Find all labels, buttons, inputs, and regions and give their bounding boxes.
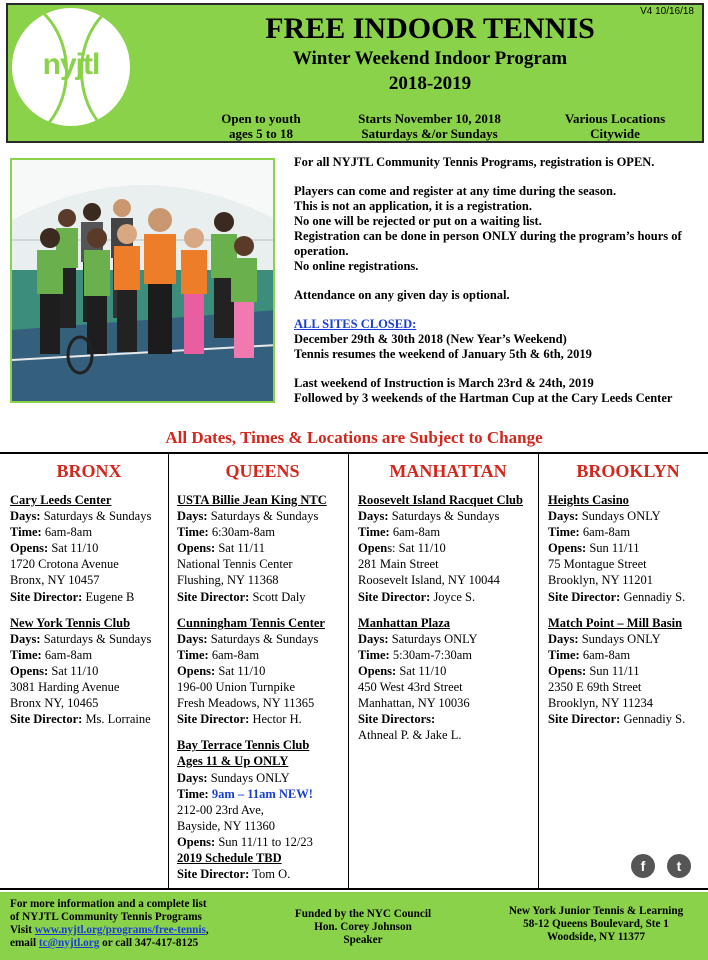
site-manhattan-plaza: Manhattan Plaza Days: Saturdays ONLY Time: 5:30am-7:30am Opens: Sat 11/10 450 West 43rd Street Manhattan, NY 10036 Site Directors: Athneal P. & Jake L. xyxy=(358,615,478,743)
email-link[interactable]: tc@nyjtl.org xyxy=(38,937,100,949)
nyjtl-logo xyxy=(12,8,130,126)
closed-heading: ALL SITES CLOSED: xyxy=(294,317,417,331)
site-roosevelt-island: Roosevelt Island Racquet Club Days: Saturdays & Sundays Time: 6am-8am Opens: Sat 11/10 281 Main Street Roosevelt Island, NY 10044 Site Director: Joyce S. xyxy=(358,493,523,604)
site-cunningham: Cunningham Tennis Center Days: Saturdays & Sundays Time: 6am-8am Opens: Sat 11/10 196-00 Union Turnpike Fresh Meadows, NY 11365 Site Director: Hector H. xyxy=(177,615,325,727)
group-photo xyxy=(10,158,275,403)
twitter-icon[interactable]: t xyxy=(667,854,691,878)
location-info: Various Locations Citywide xyxy=(564,111,666,141)
site-heights-casino: Heights Casino Days: Sundays ONLY Time: 6am-8am Opens: Sun 11/11 75 Montague Street Brooklyn, NY 11201 Site Director: Gennadiy S. xyxy=(548,493,686,604)
start-info: Starts November 10, 2018 Saturdays &/or Sundays xyxy=(358,111,501,141)
queens-column xyxy=(168,454,348,888)
site-bay-terrace: Bay Terrace Tennis Club Ages 11 & Up ONLY Days: Sundays ONLY Time: 9am – 11am NEW! 212-00 23rd Ave, Bayside, NY 11360 Opens: Sun 11/11 to 12/23 2019 Schedule TBD Site Director: Tom O. xyxy=(177,738,313,882)
registration-info: For all NYJTL Community Tennis Programs, registration is OPEN. Players can come and register at any time during the season. This is not an application, it is a registration. No one will be rejected or put on a waiting list. Registration can be done in person ONLY during the program’s hours of operation. No online registrations. Attendance on any given day is optional. ALL SITES CLOSED: December 29th & 30th 2018 (New Year’s Weekend) Tennis resumes the weekend of January 5th & 6th, 2019 Last weekend of Instruction is March 23rd & 24th, 2019 Followed by 3 weekends of the Hartman Cup at the Cary Leeds Center xyxy=(294,155,704,406)
brooklyn-heading: BROOKLYN xyxy=(576,461,680,481)
site-ny-tennis-club: New York Tennis Club Days: Saturdays & Sundays Time: 6am-8am Opens: Sat 11/10 3081 Harding Avenue Bronx NY, 10465 Site Director: Ms. Lorraine xyxy=(10,615,152,727)
footer-funding: Funded by the NYC Council Hon. Corey Johnson Speaker xyxy=(294,908,432,946)
locations-grid xyxy=(0,452,708,890)
disclaimer: All Dates, Times & Locations are Subject to Change xyxy=(165,428,543,447)
brooklyn-column xyxy=(538,454,708,888)
footer-address: New York Junior Tennis & Learning 58-12 Queens Boulevard, Ste 1 Woodside, NY 11377 xyxy=(508,905,684,943)
registration-open: For all NYJTL Community Tennis Programs, registration is OPEN. xyxy=(294,155,655,169)
site-cary-leeds: Cary Leeds Center Days: Saturdays & Sundays Time: 6am-8am Opens: Sat 11/10 1720 Crotona Avenue Bronx, NY 10457 Site Director: Eugene B xyxy=(10,493,152,604)
footer-contact: For more information and a complete list of NYJTL Community Tennis Programs Visit www.nyjtl.org/programs/free-tennis, email tc@nyjtl.org or call 347-417-8125 xyxy=(10,898,209,949)
page-subtitle: Winter Weekend Indoor Program xyxy=(292,48,568,69)
facebook-icon[interactable]: f xyxy=(631,854,655,878)
logo-text: nyjtl xyxy=(42,48,100,81)
season-label: 2018-2019 xyxy=(388,73,472,94)
bronx-heading: BRONX xyxy=(56,461,122,481)
manhattan-column xyxy=(348,454,538,888)
queens-heading: QUEENS xyxy=(225,461,300,481)
site-usta-bjk: USTA Billie Jean King NTC Days: Saturdays & Sundays Time: 6:30am-8am Opens: Sat 11/11 National Tennis Center Flushing, NY 11368 Site Director: Scott Daly xyxy=(177,493,327,604)
site-match-point: Match Point – Mill Basin Days: Sundays ONLY Time: 6am-8am Opens: Sun 11/11 2350 E 69th Street Brooklyn, NY 11234 Site Director: Gennadiy S. xyxy=(548,615,686,727)
age-info: Open to youth ages 5 to 18 xyxy=(221,111,301,141)
version-label: V4 10/16/18 xyxy=(640,6,694,17)
manhattan-heading: MANHATTAN xyxy=(389,461,507,481)
photo-illustration xyxy=(12,160,275,403)
page-title: FREE INDOOR TENNIS xyxy=(265,12,595,45)
bronx-column xyxy=(0,454,168,888)
programs-link[interactable]: www.nyjtl.org/programs/free-tennis xyxy=(34,924,206,936)
